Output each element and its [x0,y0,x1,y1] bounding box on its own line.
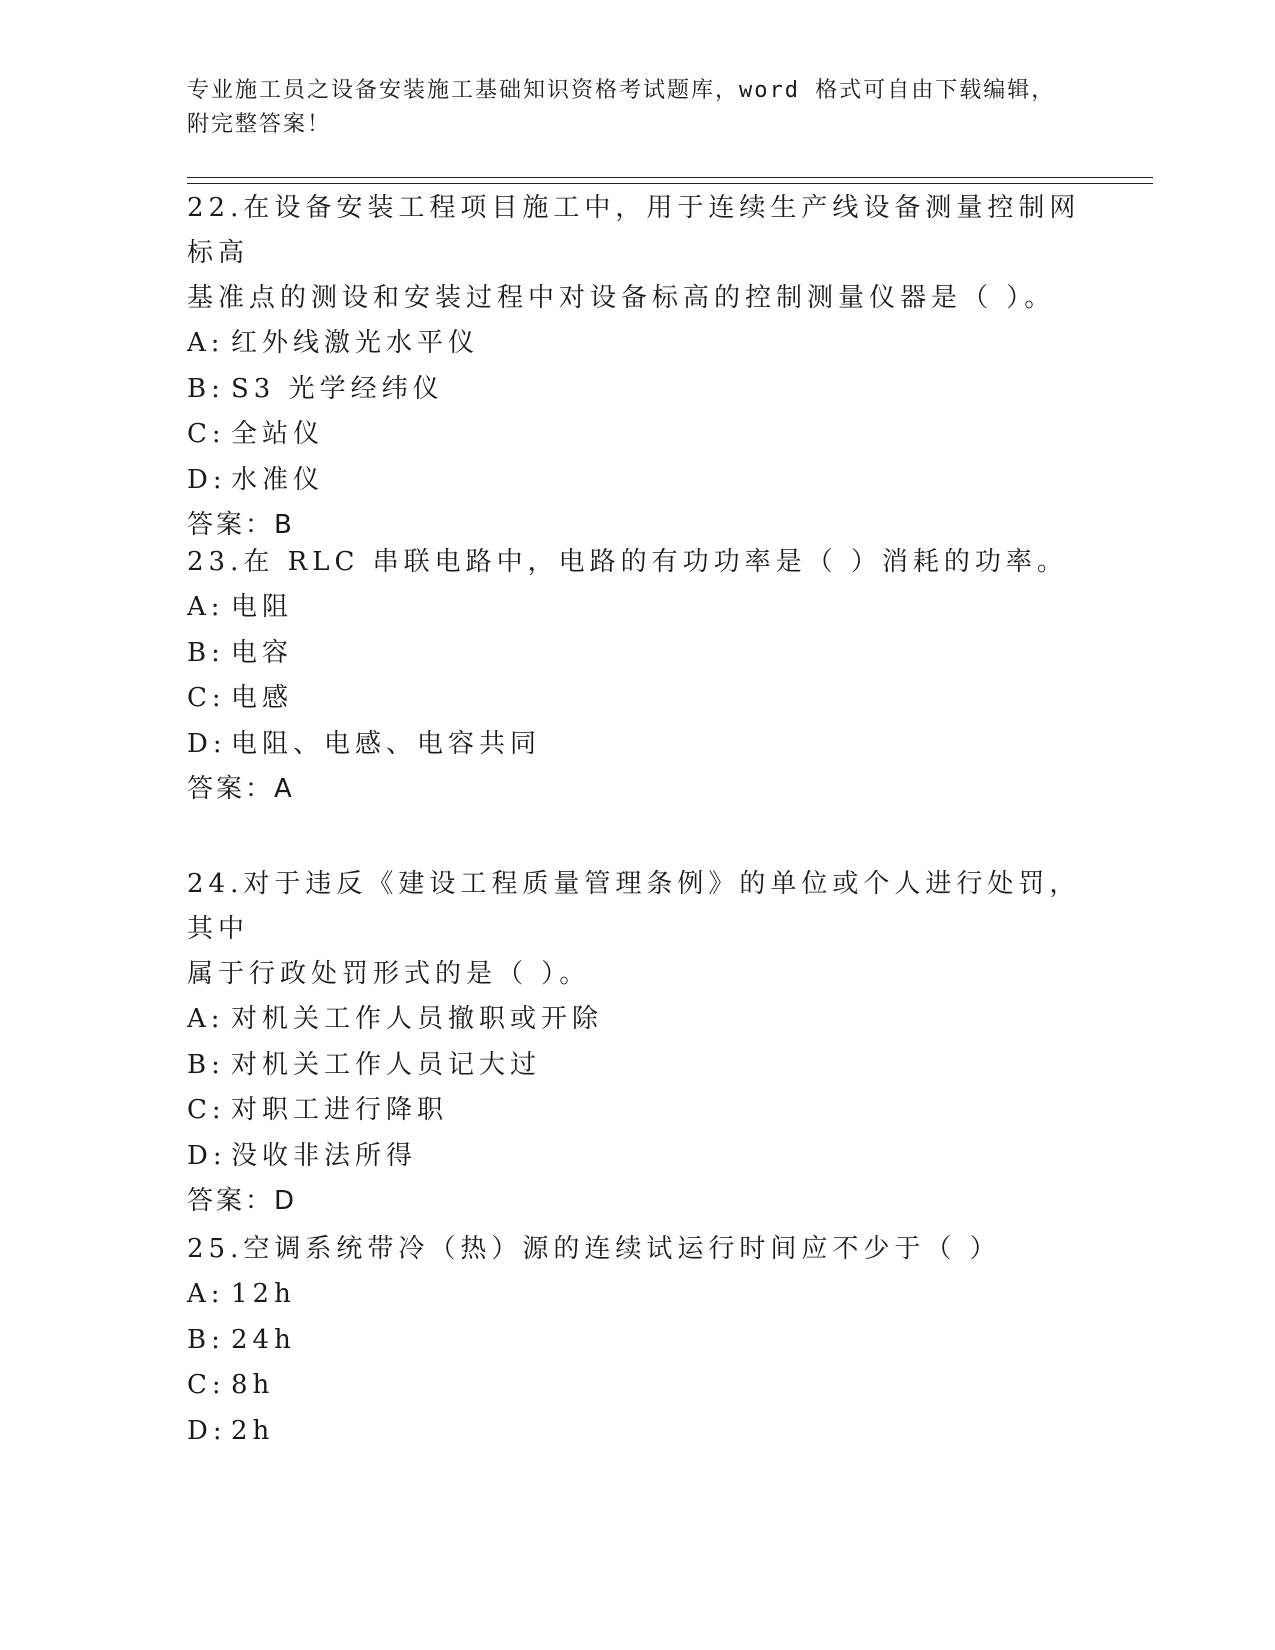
option-d [187,458,1087,504]
option-key: B: [187,1049,225,1080]
option-b [187,631,1087,677]
option-c [187,1363,1087,1409]
option-key: A: [187,328,225,358]
option-text: 水准仪 [231,464,325,495]
answer-text: 答案：D [187,1186,298,1216]
option-c [187,1088,1087,1134]
question-stem-line-1: 22.在设备安装工程项目施工中，用于连续生产线设备测量控制网标高 [187,193,1081,268]
answer-text: 答案：A [187,774,295,804]
option-text: 电感 [231,683,294,713]
option-b [187,1318,1087,1364]
option-key: A: [187,1004,225,1034]
header-line-2: 附完整答案！ [187,112,332,137]
option-key: D: [187,464,227,495]
document-header [187,74,1067,142]
option-text: 8h [231,1370,275,1400]
option-key: C: [187,1370,226,1400]
option-key: A: [187,1279,225,1309]
option-a [187,585,1087,631]
header-rule-top [187,177,1153,178]
question-stem-line-2: 基准点的测设和安装过程中对设备标高的控制测量仪器是（ ）。 [187,283,1056,313]
option-key: B: [187,373,225,404]
option-text: 对机关工作人员记大过 [231,1049,542,1080]
option-c [187,412,1087,458]
option-key: B: [187,637,225,668]
option-text: S3 光学经纬仪 [231,373,444,404]
option-key: C: [187,683,226,713]
question-stem-line-1: 25.空调系统带冷（热）源的连续试运行时间应不少于（ ） [187,1234,1001,1264]
answer-text: 答案：B [187,510,295,540]
option-d [187,1409,1087,1455]
option-text: 对职工进行降职 [231,1095,449,1125]
option-d [187,1134,1087,1180]
option-a [187,1272,1087,1318]
option-key: B: [187,1324,225,1355]
option-text: 2h [231,1415,275,1446]
header-line-1: 专业施工员之设备安装施工基础知识资格考试题库，word 格式可自由下载编辑， [187,78,1056,103]
option-text: 对机关工作人员撤职或开除 [231,1004,604,1034]
option-text: 电阻、电感、电容共同 [231,728,542,759]
option-text: 24h [231,1324,296,1355]
option-text: 电阻 [231,592,294,622]
option-text: 没收非法所得 [231,1140,418,1171]
option-d [187,722,1087,768]
question-stem-line-1: 24.对于违反《建设工程质量管理条例》的单位或个人进行处罚，其中 [187,869,1081,944]
option-b [187,1043,1087,1089]
option-key: A: [187,592,225,622]
option-key: C: [187,419,226,449]
option-text: 全站仪 [231,419,325,449]
option-key: D: [187,728,227,759]
option-text: 红外线激光水平仪 [231,328,480,358]
header-rule-bottom [187,183,1153,184]
question-25 [187,1227,1087,1454]
option-key: D: [187,1415,227,1446]
option-key: D: [187,1140,227,1171]
option-text: 电容 [231,637,294,668]
question-stem-line-1: 23.在 RLC 串联电路中，电路的有功功率是（ ）消耗的功率。 [187,547,1068,577]
option-c [187,676,1087,722]
option-a [187,321,1087,367]
option-key: C: [187,1095,226,1125]
option-a [187,997,1087,1043]
option-text: 12h [231,1279,296,1309]
option-b [187,367,1087,413]
question-stem-line-2: 属于行政处罚形式的是（ ）。 [187,959,591,989]
question-22 [187,186,1087,548]
question-24 [187,862,1087,1224]
question-23 [187,540,1087,812]
